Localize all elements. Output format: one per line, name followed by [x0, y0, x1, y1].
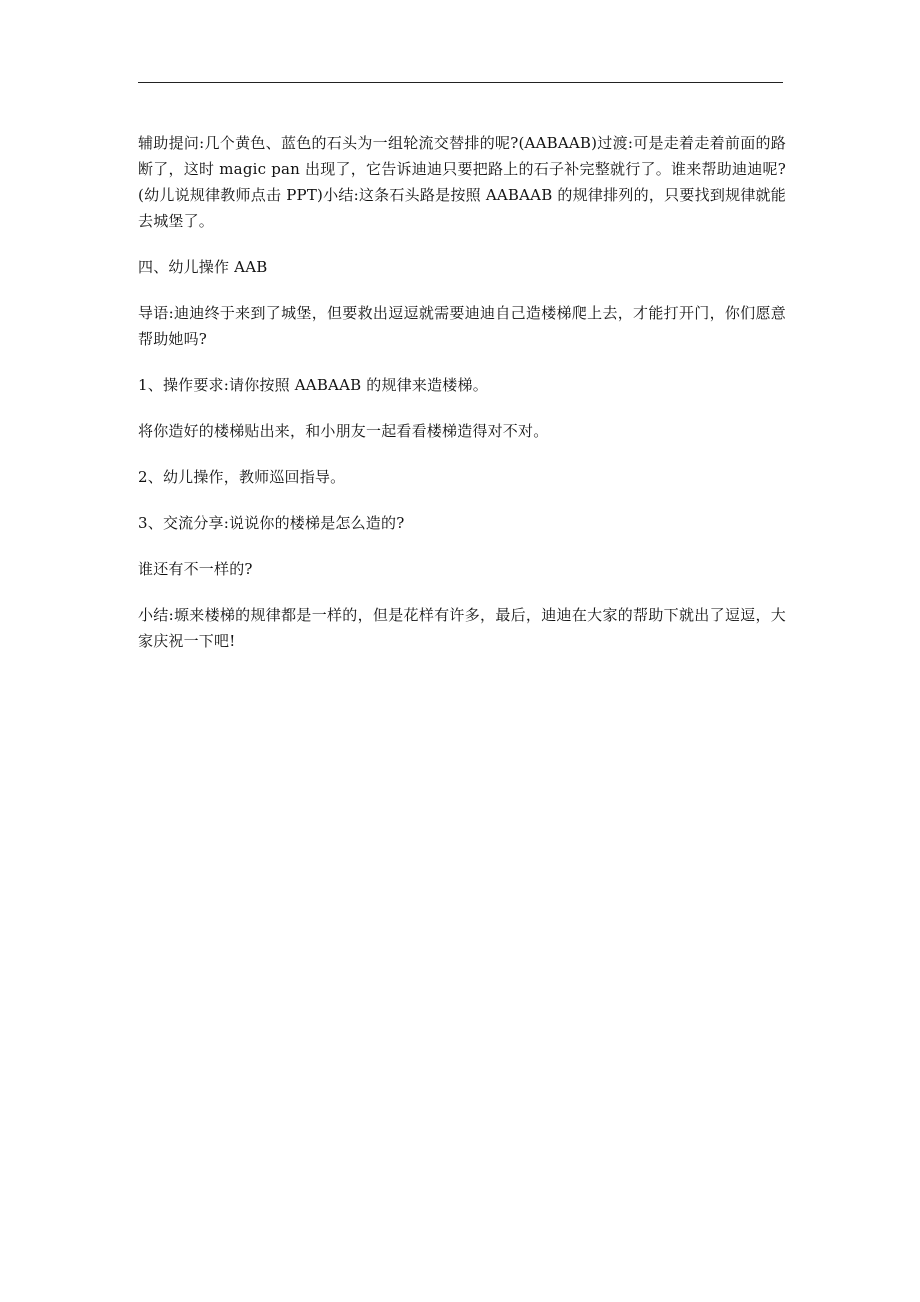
paragraph-step-2: 2、幼儿操作，教师巡回指导。: [138, 468, 346, 486]
paragraph-summary: 小结:塬来楼梯的规律都是一样的，但是花样有许多，最后，迪迪在大家的帮助下就出了逗逗，大家庆祝一下吧!: [138, 606, 786, 650]
header-rule: [138, 82, 783, 83]
paragraph-question: 谁还有不一样的?: [138, 560, 253, 578]
paragraph-post-stairs: 将你造好的楼梯贴出来，和小朋友一起看看楼梯造得对不对。: [138, 422, 549, 440]
paragraph-guiding-question: 辅助提问:几个黄色、蓝色的石头为一组轮流交替排的呢?(AABAAB)过渡:可是走着走着前面的路断了，这时 magic pan 出现了，它告诉迪迪只要把路上的石子补完整就行了。谁来帮助迪迪呢?(幼儿说规律教师点击 PPT)小结:这条石头路是按照 AABAAB 的规律排列的，只要找到规律就能去城堡了。: [138, 134, 786, 230]
paragraph-step-3: 3、交流分享:说说你的楼梯是怎么造的?: [138, 514, 405, 532]
paragraph-step-1: 1、操作要求:请你按照 AABAAB 的规律来造楼梯。: [138, 376, 488, 394]
paragraph-intro: 导语:迪迪终于来到了城堡，但要救出逗逗就需要迪迪自己造楼梯爬上去，才能打开门，你们愿意帮助她吗?: [138, 304, 786, 348]
document-body: [138, 130, 786, 674]
section-heading-child-operation: 四、幼儿操作 AAB: [138, 258, 268, 276]
